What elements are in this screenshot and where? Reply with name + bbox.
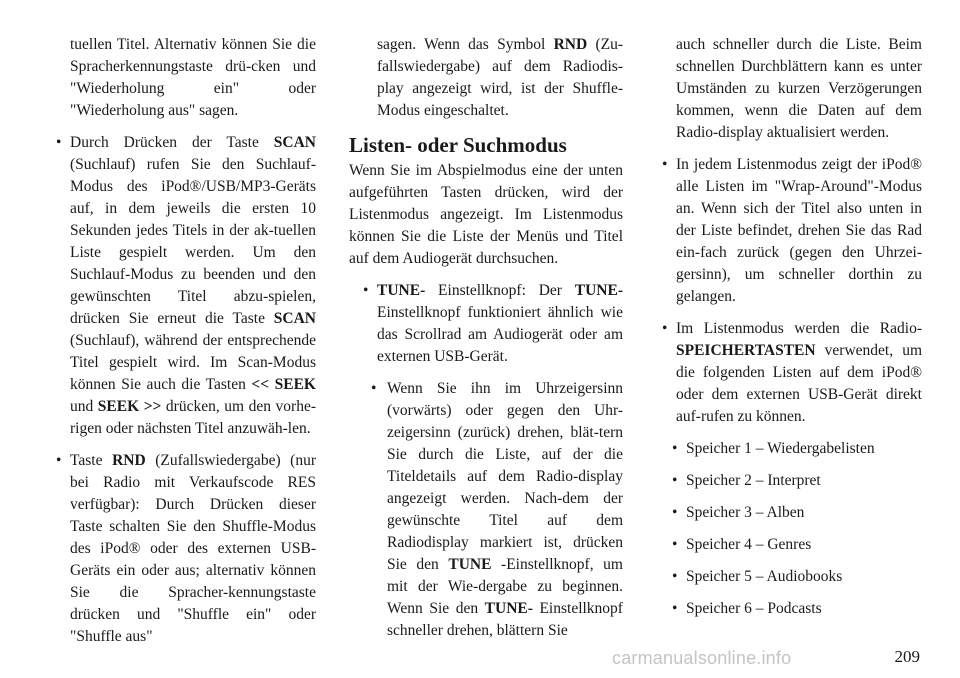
memory-item: • Speicher 3 – Alben	[648, 502, 922, 524]
memory-item: • Speicher 5 – Audiobooks	[648, 566, 922, 588]
list-item-scan: • Durch Drücken der Taste SCAN (Suchlauf) rufen Sie den Suchlauf-Modus des iPod®/USB/MP3-Geräts auf, in dem jeweils die ersten 10 Sekunden jedes Titels in der ak-tuellen Liste gespielt werden. Um den Suchlauf-Modus zu beenden und den gewünschten Titel abzu-spielen, drücken Sie erneut die Taste SCAN (Suchlauf), während der entsprechende Titel gespielt wird. Im Scan-Modus können Sie auch die Tasten << SEEK und SEEK >> drücken, um den vorhe-rigen oder nächsten Titel anzuwäh-len.	[42, 132, 316, 440]
page-number: 209	[894, 647, 920, 666]
column-left	[42, 34, 316, 648]
memory-item: • Speicher 1 – Wiedergabelisten	[648, 438, 922, 460]
continued-paragraph: sagen. Wenn das Symbol RND (Zu-fallswiedergabe) auf dem Radiodis-play angezeigt wird, ist der Shuffle-Modus eingeschaltet.	[377, 36, 623, 119]
memory-item: • Speicher 6 – Podcasts	[648, 598, 922, 620]
column-right	[648, 34, 922, 620]
list-item-wrap-around: • In jedem Listenmodus zeigt der iPod® alle Listen im "Wrap-Around"-Modus an. Wenn sich der Titel also unten in der Liste befindet, drehen Sie das Rad ein-fach zurück (gegen den Uhrzei-gersinn), um schneller dorthin zu gelangen.	[648, 154, 922, 308]
memory-item: • Speicher 4 – Genres	[648, 534, 922, 556]
section-heading: Listen- oder Suchmodus	[349, 133, 567, 157]
list-item-memory-buttons: • Im Listenmodus werden die Radio- SPEICHERTASTEN verwendet, um die folgenden Listen auf dem iPod® oder dem externen USB-Gerät direkt auf-rufen zu können.	[648, 318, 922, 428]
watermark: carmanualsonline.info	[612, 648, 792, 668]
memory-item: • Speicher 2 – Interpret	[648, 470, 922, 492]
column-middle	[349, 34, 623, 642]
continued-paragraph: tuellen Titel. Alternativ können Sie die Spracherkennungstaste drü-cken und "Wiederholung ein" oder "Wiederholung aus" sagen.	[70, 36, 316, 119]
continued-paragraph: auch schneller durch die Liste. Beim schnellen Durchblättern kann es unter Umständen zu kurzen Verzögerungen kommen, wenn die Daten auf dem Radio-display aktualisiert werden.	[676, 36, 922, 141]
sub-list-item-rotate: • Wenn Sie ihn im Uhrzeigersinn (vorwärts) oder gegen den Uhr-zeigersinn (zurück) drehen, blät-tern Sie durch die Liste, auf der die Titeldetails auf dem Radio-display angezeigt werden. Nach-dem der gewünschte Titel auf dem Radiodisplay markiert ist, drücken Sie den TUNE -Einstellknopf, um mit der Wie-dergabe zu beginnen. Wenn Sie den TUNE- Einstellknopf schneller drehen, blättern Sie	[349, 378, 623, 642]
list-item-rnd: • Taste RND (Zufallswiedergabe) (nur bei Radio mit Verkaufscode RES verfügbar): Durch Drücken dieser Taste schalten Sie den Shuffle-Modus des iPod® oder des externen USB-Geräts ein oder aus; alternativ können Sie die Spracher-kennungstaste drücken und "Shuffle ein" oder "Shuffle aus"	[42, 450, 316, 648]
section-body: Wenn Sie im Abspielmodus eine der unten aufgeführten Tasten drücken, wird der Listenmodus angezeigt. Im Listenmodus können Sie die Liste der Menüs und Titel auf dem Audiogerät durchsuchen.	[349, 162, 623, 267]
list-item-tune: • TUNE- Einstellknopf: Der TUNE- Einstellknopf funktioniert ähnlich wie das Scrollrad am Audiogerät oder am externen USB-Gerät.	[349, 280, 623, 368]
